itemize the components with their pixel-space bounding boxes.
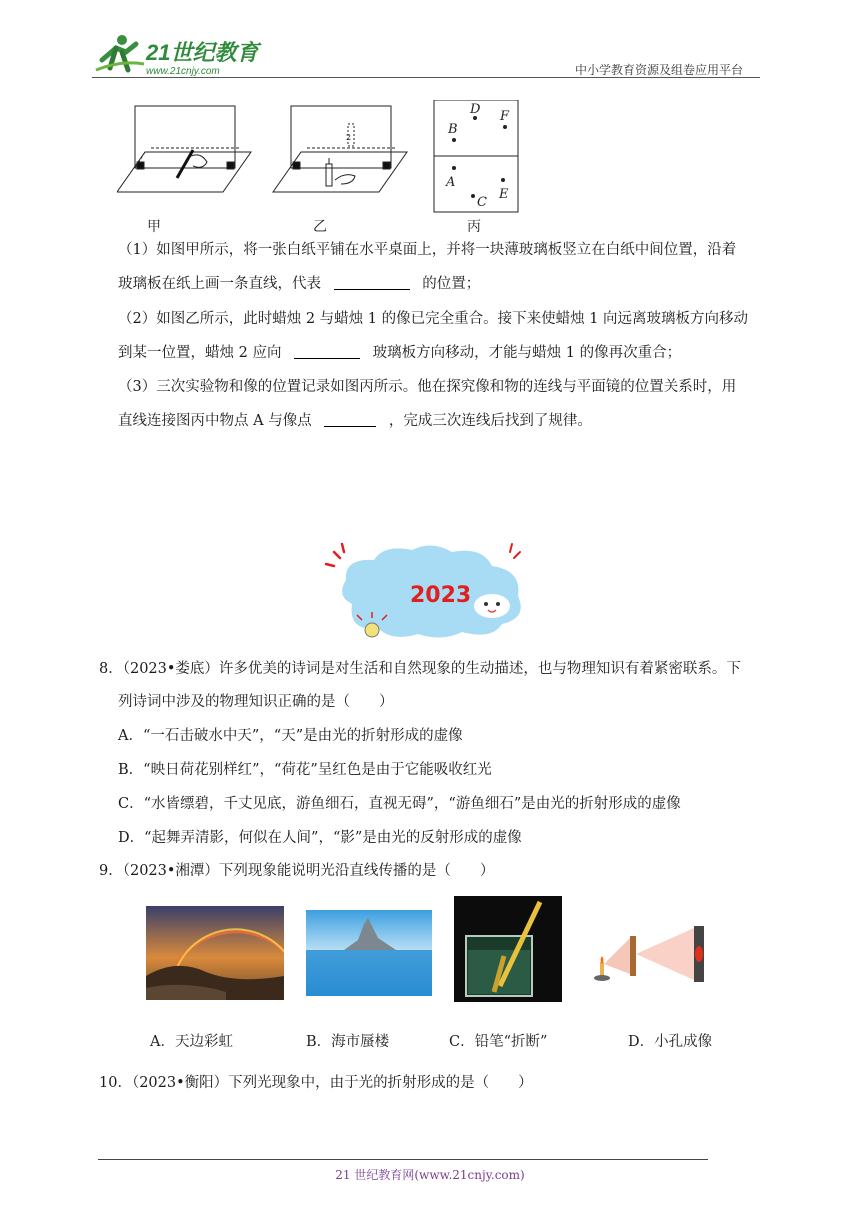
mirror-experiment-diagram <box>117 100 537 230</box>
q9-caption-b: B．海市蜃楼 <box>306 1034 390 1050</box>
header-divider <box>92 77 760 78</box>
svg-text:A: A <box>446 175 456 190</box>
svg-text:www.21cnjy.com: www.21cnjy.com <box>146 66 220 77</box>
cloud-banner-icon <box>322 540 532 644</box>
q8-option-a[interactable]: A．“一石击破水中天”，“天”是由光的折射形成的虚像 <box>118 728 463 744</box>
svg-text:F: F <box>500 109 510 124</box>
svg-text:C: C <box>477 195 487 210</box>
q7-part2-line2: 到某一位置，蜡烛 2 应向 玻璃板方向移动，才能与蜡烛 1 的像再次重合； <box>118 345 682 361</box>
q7-part1-line2: 玻璃板在纸上画一条直线，代表 的位置； <box>118 276 481 292</box>
q7-part1-line1: （1）如图甲所示，将一张白纸平铺在水平桌面上，并将一块薄玻璃板竖立在白纸中间位置，沿着 <box>118 242 737 258</box>
answer-blank-2[interactable] <box>294 344 360 359</box>
figure-yi <box>273 106 407 192</box>
q7-part3-line1: （3）三次实验物和像的位置记录如图丙所示。他在探究像和物的连线与平面镜的位置关系时，用 <box>118 379 737 395</box>
footer-divider <box>98 1159 708 1160</box>
svg-text:E: E <box>499 187 509 202</box>
figure-jia <box>117 106 251 192</box>
q8-option-d[interactable]: D．“起舞弄清影，何似在人间”，“影”是由光的反射形成的虚像 <box>118 830 522 846</box>
q9-caption-a: A．天边彩虹 <box>150 1034 233 1050</box>
answer-blank-3[interactable] <box>324 412 376 427</box>
banner-year: 2023 <box>410 583 472 608</box>
figure-label-yi: 乙 <box>313 219 327 235</box>
year-banner <box>322 540 532 644</box>
svg-text:B: B <box>448 122 458 137</box>
pinhole-image[interactable] <box>590 918 716 992</box>
svg-text:2: 2 <box>346 133 352 142</box>
svg-text:21世纪教育: 21世纪教育 <box>146 40 259 65</box>
runner-logo-icon <box>92 30 272 78</box>
mirage-image[interactable] <box>306 910 432 996</box>
figure-label-bing: 丙 <box>467 219 481 235</box>
q7-part3-line2: 直线连接图丙中物点 A 与像点 ，完成三次连线后找到了规律。 <box>118 413 592 429</box>
site-logo <box>92 30 272 78</box>
q9-stem: 9．（2023•湘潭）下列现象能说明光沿直线传播的是（ ） <box>99 863 495 879</box>
platform-name: 中小学教育资源及组卷应用平台 <box>575 63 744 77</box>
q8-stem-line1: 8．（2023•娄底）许多优美的诗词是对生活和自然现象的生动描述，也与物理知识有着紧密联系。下 <box>99 661 741 677</box>
svg-text:D: D <box>470 102 481 117</box>
rainbow-image[interactable] <box>146 906 284 1000</box>
q9-caption-c: C．铅笔“折断” <box>449 1034 548 1050</box>
footer-site[interactable]: 21 世纪教育网(www.21cnjy.com) <box>335 1168 525 1182</box>
q9-caption-d: D．小孔成像 <box>628 1034 713 1050</box>
experiment-figures <box>117 100 537 230</box>
pencil-beaker-image[interactable] <box>454 896 562 1002</box>
q10-stem: 10．（2023•衡阳）下列光现象中，由于光的折射形成的是（ ） <box>99 1075 533 1091</box>
q8-option-c[interactable]: C．“水皆缥碧，千丈见底，游鱼细石，直视无碍”，“游鱼细石”是由光的折射形成的虚像 <box>118 796 681 812</box>
answer-blank-1[interactable] <box>334 275 410 290</box>
q8-option-b[interactable]: B．“映日荷花别样红”，“荷花”呈红色是由于它能吸收红光 <box>118 762 492 778</box>
figure-label-jia: 甲 <box>147 219 161 235</box>
q8-stem-line2: 列诗词中涉及的物理知识正确的是（ ） <box>118 694 394 710</box>
q7-part2-line1: （2）如图乙所示，此时蜡烛 2 与蜡烛 1 的像已完全重合。接下来使蜡烛 1 向远离玻璃板方向移动 <box>118 311 749 327</box>
